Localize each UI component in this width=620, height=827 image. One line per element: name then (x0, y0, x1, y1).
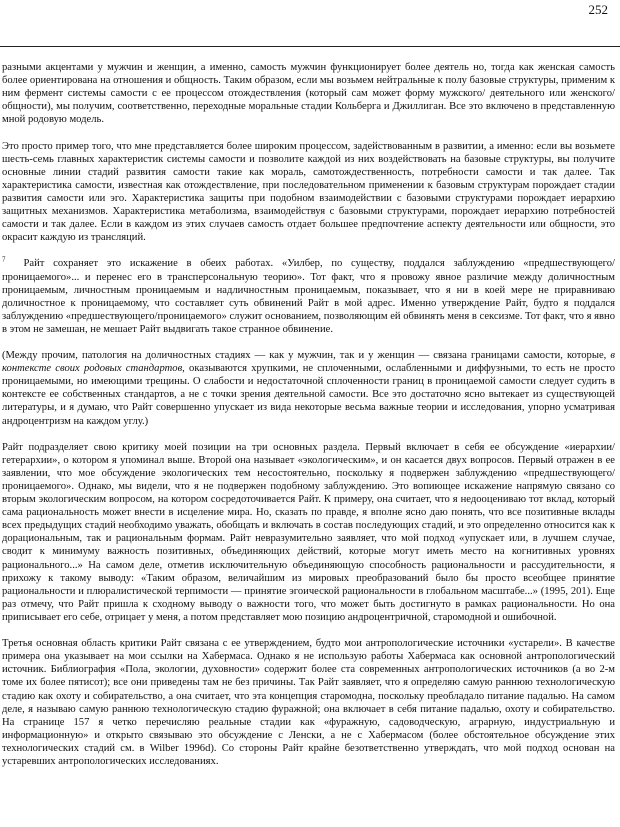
document-body (2, 61, 615, 781)
paragraph-2: Это просто пример того, что мне представляется более широким процессом, задействованным в развитии, а именно: если вы возьмете шесть-семь главных характеристик системы самости и позволите каждой из них воздействовать на базовые структуры, вы получите основные линии стадий развития самости такие как мораль, самотождественность, потребности самости и так далее. Так характеристика самости, известная как отождествление, при последовательном применении к базовым структурам порождает стадии развития самости или эго. Характеристика защиты при подобном взаимодействии с базовыми структурами порождает иерархию защитных механизмов. Характеристика метаболизма, взаимодействуя с базовыми структурами, порождает иерархию потребностей самости и так далее. Если в каждом из этих случаев самость отдает большее предпочтение аспекту деятельности или общности, это окрасит каждую из трансляций. (2, 140, 615, 244)
paragraph-6: Третья основная область критики Райт связана с ее утверждением, будто мои антропологические источники «устарели». В качестве примера она указывает на мои ссылки на Хабермаса. Однако я не использую работы Хабермаса как основной антропологический источник. Библиография «Пола, экологии, духовности» содержит более ста современных антропологических источников (а во 2-м томе их более пятисот); все они приведены там не без причины. Так Райт заявляет, что я определяю самую раннюю технологическую стадию как охоту и собирательство, а она считает, что эта концепция старомодна, поскольку преобладало питание падалью. На самом деле, я называю самую раннюю технологическую стадию фуражной; она включает в себя питание падалью, охоту и собирательство. На странице 157 я четко перечисляю реальные стадии как «фуражную, садоводческую, аграрную, индустриальную и информационную» и открыто связываю это обсуждение с Ленски, а не с Хабермасом (более обстоятельное обсуждение этих технологических стадий см. в Wilber 1996d). Со стороны Райт крайне безответственно утверждать, что мой подход основан на устаревших антропологических исследованиях. (2, 638, 615, 767)
paragraph-4-lead: (Между прочим, патология на доличностных стадиях — как у мужчин, так и у женщин — связана границами самости, которые, (2, 350, 611, 362)
footnote-text: Райт сохраняет это искажение в обеих работах. «Уилбер, по существу, поддался заблуждению «предшествующего/проницаемого»... и перенес его в трансперсональную теорию». Тот факт, что я провожу явное различие между доличностным проницаемым, личностным проницаемым и надличностным проницаемым, показывает, что я ни в коей мере не приравниваю доличностное к проницаемому, что составляет суть обвинений Райт в мой адрес. Именно утверждение Райт, будто я поддался заблуждению «предшествующего/проницаемого» служит основанием, позволяющим ей обвинять меня в сексизме. Тот факт, что я явно в этом не замешан, не мешает Райт выдвигать такое странное обвинение. (2, 258, 615, 335)
italic-phrase: в контексте своих родовых стандартов (2, 350, 615, 375)
paragraph-4-rest: , оказываются хрупкими, не сплоченными, ослабленными и диффузными, то есть не просто проницаемыми, но имеющими трещины. О слабости и недостаточной сплоченности границ в проницаемой самости следует судить в контексте ее собственных стандартов, а не с точки зрения деятельной самости. Все это достаточно ясно вытекает из существующей литературы, и я думаю, что Райт совершенно упускает из вида некоторые весьма важные теории и исследования, упорно усматривая андроцентризм на каждом углу.) (2, 363, 615, 427)
page-number: 252 (588, 2, 608, 17)
header-rule (0, 46, 620, 47)
paragraph-footnote (2, 257, 615, 336)
paragraph-1: разными акцентами у мужчин и женщин, а именно, самость мужчин функционирует более деятель но, тогда как женская самость более ориентирована на отношения и общность. Таким образом, если мы возьмем нейтральные к полу базовые структуры, применим к ним фермент системы самости с ее процессом отождествления (который сам может форму мужского/ деятельного или женского/общности), мы получим, соответственно, переходные моральные стадии Кольберга и Джиллиган. Все это включено в представленную мной родовую модель. (2, 62, 615, 126)
footnote-marker: 7 (2, 255, 6, 264)
paragraph-5: Райт подразделяет свою критику моей позиции на три основных раздела. Первый включает в себя ее обсуждение «иерархии/гетерархии», о котором я упоминал выше. Второй она называет «экологическим», и он касается двух вопросов. Первый отражен в ее заявлении, что мое обсуждение экологических тем несостоятельно, поскольку я подвержен заблуждению «предшествующего/проницаемого». Однако, мы видели, что я не подвержен подобному заблуждению. Это вопиющее искажение напрямую связано со вторым экологическим вопросом, на котором сосредоточивается Райт. К примеру, она считает, что я недооцениваю тот вклад, который сама рациональность может внести в исцеление мира. Но, сказать по правде, я вполне ясно даю понять, что все позитивные вклады всех предыдущих стадий необходимо уважать, обобщать и включать в состав последующих стадий, и это определенно относится как к дорациональным, так и рациональным формам. Райт невразумительно заявляет, что мой подход «упускает или, в лучшем случае, сводит к минимуму важность позитивных, объединяющих действий, которые могут иметь место на когнитивных уровнях рационального...» На самом деле, отметив исключительную объединяющую способность рациональности и рассудительности, я прихожу к такому выводу: «Таким образом, величайшим из мировых преобразований было бы просто всеобщее принятие рациональности и плюралистической терпимости — принятие эгоической рациональности в глобальном масштабе...» (1995, 201). Еще раз отмечу, что Райт пришла к сходному выводу о важности того, что может быть достигнуто в рамках рациональности. Но она приписывает его себе, отрицает у меня, а потом представляет мою позицию андроцентричной, старомодной и ошибочной. (2, 441, 615, 623)
paragraph-parenthetical (2, 349, 615, 428)
